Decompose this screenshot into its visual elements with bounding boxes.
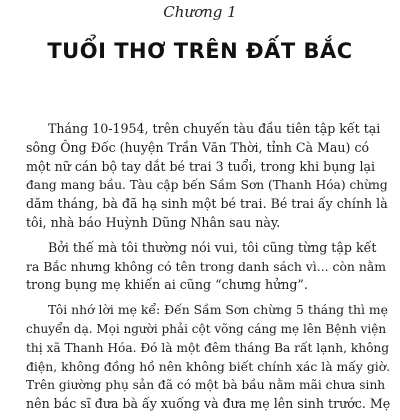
text-line: trong bụng mẹ khiến ai cũng “chưng hửng”. <box>26 277 308 293</box>
text-line: chuyển dạ. Mọi người phải cột võng cáng mẹ lên Bệnh viện <box>26 321 387 336</box>
text-line: nên bác sĩ đưa bà ấy xuống và đưa mẹ lên sinh trước. Mẹ <box>26 396 391 412</box>
text-line: Trên giường phụ sản đã có một bà bầu nằm mãi chưa sinh <box>26 378 386 393</box>
text-line: đang mang bầu. Tàu cập bến Sầm Sơn (Thanh Hóa) chừng <box>26 178 388 193</box>
chapter-body <box>26 120 390 420</box>
paragraph-1 <box>26 120 390 233</box>
text-line: tôi, nhà báo Huỳnh Dũng Nhân sau này. <box>26 214 281 230</box>
text-line: ra Bắc nhưng không có tên trong danh sách vì... còn nằm <box>26 258 386 274</box>
chapter-label: Chương 1 <box>163 3 237 21</box>
paragraph-2 <box>26 239 390 295</box>
text-line: Tháng 10-1954, trên chuyến tàu đầu tiên tập kết tại <box>48 121 381 136</box>
chapter-title: TUỔI THƠ TRÊN ĐẤT BẮC <box>47 39 353 63</box>
text-line: dăm tháng, bà đã hạ sinh một bé trai. Bé trai ấy chính là <box>26 196 388 212</box>
text-line: Bởi thế mà tôi thường nói vui, tôi cũng từng tập kết <box>48 239 377 255</box>
text-line: thị xã Thanh Hóa. Đó là một đêm tháng Ba rất lạnh, không <box>26 340 390 355</box>
text-line: sông Ông Đốc (huyện Trần Văn Thời, tỉnh Cà Mau) có <box>26 139 370 155</box>
text-line: một nữ cán bộ tay dắt bé trai 3 tuổi, trong khi bụng lại <box>26 158 376 174</box>
text-line: điện, không đồng hồ nên không biết chính xác là mấy giờ. <box>26 358 391 374</box>
paragraph-3 <box>26 301 390 414</box>
text-line: Tôi nhớ lời mẹ kể: Đến Sầm Sơn chừng 5 tháng thì mẹ <box>48 302 388 318</box>
